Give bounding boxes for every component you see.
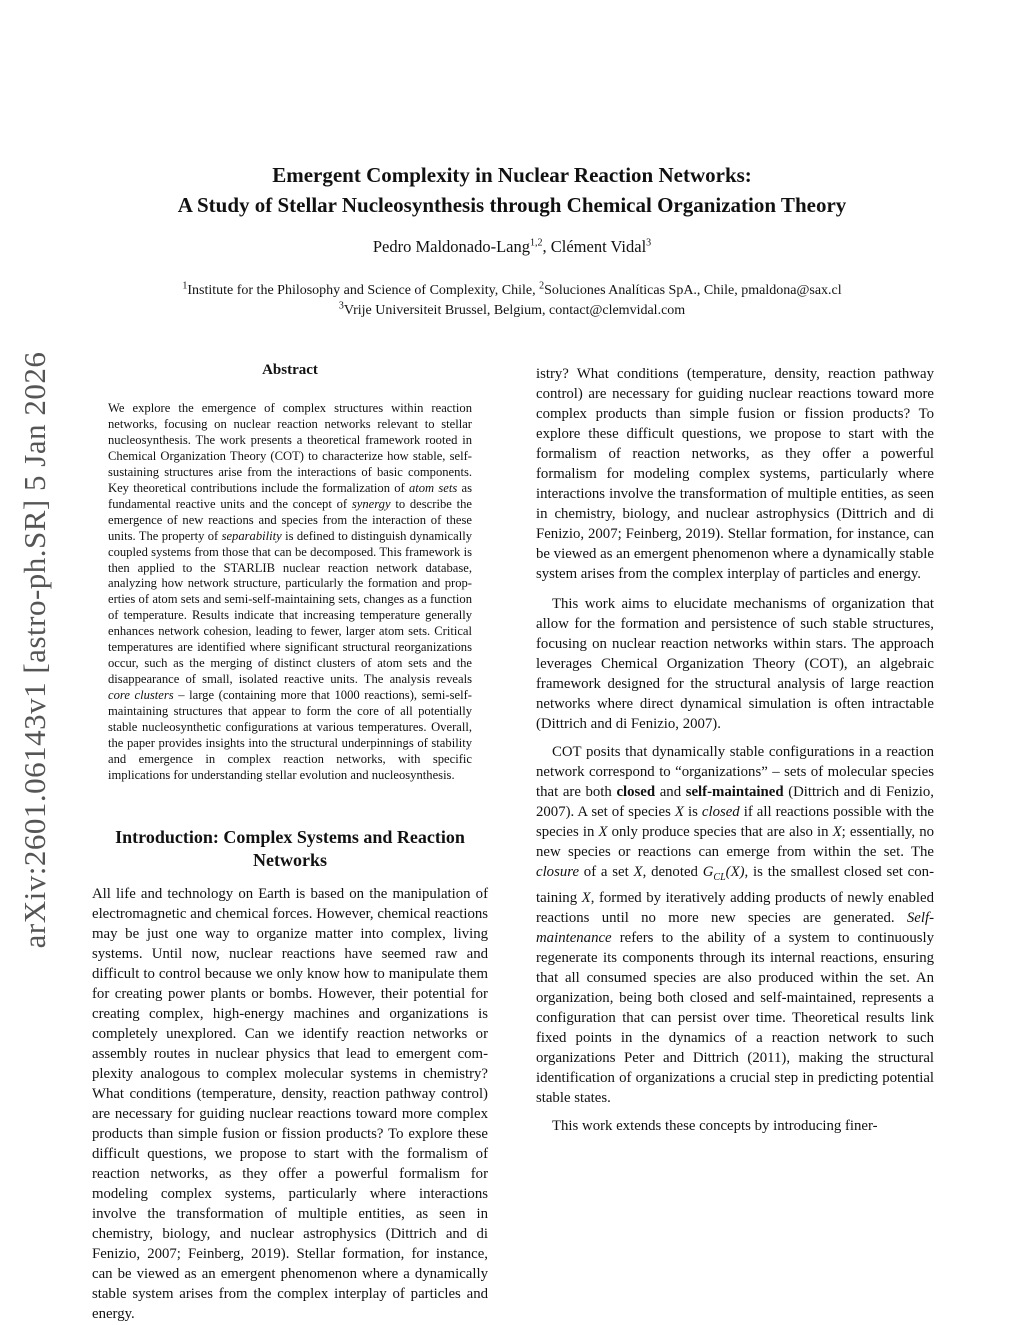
math-subscript: CL	[713, 871, 726, 883]
para-text: COT posits that dynamically stable configurations in a reaction network correspond to “organizations” – sets of molecular species that are both	[536, 744, 934, 800]
para-text: refers to the ability of a system to continuously regenerate its components through its internal reactions, ensuring that all consumed species are also produced within the set. An organization, being both closed and self-maintained, represents a configuration that can persist over time. Theoretical results link fixed points in the dynamics of a reaction network to such organizations Peter and Dittrich (2011), making the structural identification of organizations a crucial step in predicting potential stable states.	[536, 929, 934, 1106]
intro-paragraph-1: All life and technology on Earth is based on the manipulation of electromagnetic and chemical forces. However, chemical reactions may be just one way to organize matter into complex, living systems. Until now, nuclear reactions have seemed raw and difficult to control because we only know how to manipulate them for creating power plants or bombs. However, their potential for creating complex, high-energy machines and organizations is completely unexplored. Can we identify reaction networks or assembly routes in nuclear physics that lead to emergent complexity analogous to complex molecular systems in chemistry? What conditions (temperature, density, reaction pathway control) are necessary for guiding nuclear reactions toward more complex products than simple fusion or fission products? To explore these difficult questions, we propose to start with the formalism of reaction networks, as they offer a powerful formalism for modeling complex systems, particularly where interactions involve the transformation of multiple entities, as seen in chemistry, biology, and nuclear astrophysics (Dittrich and di Fenizio, 2007; Feinberg, 2019). Stellar formation, for instance, can be viewed as an emergent phenomenon where a dynamically stable system arises from the complex interplay of particles and energy.	[92, 885, 488, 1322]
affiliation-text: Vrije Universiteit Brussel, Belgium, contact@clemvidal.com	[343, 303, 686, 318]
affiliation-text: Soluciones Analíticas SpA., Chile, pmaldona@sax.cl	[544, 283, 842, 298]
affiliation-marker: 2	[539, 280, 545, 292]
right-column	[536, 364, 934, 1144]
left-column	[92, 362, 488, 1322]
para-text: istry? What conditions (temperature, density, reaction pathway control) are necessary for guiding nuclear reactions toward more complex products than simple fusion or fission products? To explore these difficult questions, we propose to start with the formalism of reaction networks, as they offer a powerful formalism for modeling complex systems, particularly where interactions involve the transformation of multiple entities, as seen in chemistry, biology, and nuclear astrophysics (Dittrich and di Fenizio, 2007; Feinberg, 2019). Stellar formation, for instance, can be viewed as an emergent phenomenon where a dynamically stable system arises from the complex interplay of particles and energy.	[536, 366, 934, 582]
para-bold: self-maintained	[685, 784, 784, 800]
math-symbol: (X)	[725, 864, 745, 880]
para-text: of a set	[579, 864, 634, 880]
abstract-text: as fundamental reactive units and the concept of	[108, 480, 472, 511]
author-separator: ,	[542, 237, 551, 256]
abstract-text: – large (containing more that 1000 reactions), semi-self-maintaining structures that appear to form the core of all potentially stable nucleosynthetic configurations at various temperatures. Overall, the paper provides insights into the structural underpinnings of stability and emergence in complex reaction networks, with specific implications for understanding stellar evolution and nucleosynthesis.	[108, 688, 472, 782]
abstract-heading: Abstract	[262, 362, 318, 378]
para-text: and	[655, 784, 686, 800]
paper-title	[0, 160, 1024, 220]
abstract-emphasis: synergy	[351, 496, 391, 511]
affiliation-marker: 3	[646, 237, 652, 249]
intro-paragraph-2: This work aims to elucidate mechanisms of organization that allow for the formation and persistence of such stable structures, focusing on nuclear reaction networks within stars. The approach leverages Chemical Organization Theory (COT), an algebraic framework designed for the structural analysis of large reaction networks where direct dynamical simulation is often intractable (Dittrich and di Fenizio, 2007).	[536, 596, 934, 732]
abstract-emphasis: separability	[221, 528, 282, 543]
arxiv-identifier: arXiv:2601.06143v1 [astro-ph.SR] 5 Jan 2026	[17, 351, 52, 949]
author-list	[0, 237, 1024, 257]
para-text: , formed by iteratively adding products of newly enabled reactions until no more new species are generated.	[536, 889, 935, 926]
para-text: only produce species that are also in	[607, 824, 833, 840]
para-text: , is the smallest closed set containing	[536, 864, 934, 906]
affiliations	[0, 281, 1024, 321]
affiliation-marker: 3	[338, 300, 344, 312]
math-symbol: X	[633, 864, 643, 880]
para-text: is	[683, 804, 702, 820]
abstract-text: to describe the emergence of new reactions and species from the interaction of these units. The property of	[108, 496, 472, 543]
math-symbol: G	[702, 864, 714, 880]
author-name: Pedro Maldonado-Lang	[372, 237, 530, 256]
math-symbol: X	[832, 824, 842, 840]
abstract-emphasis: core clusters	[108, 688, 174, 703]
para-bold: closed	[616, 784, 656, 800]
author-name: Clément Vidal	[550, 237, 647, 256]
para-text: if all reactions possible with the species in	[536, 804, 934, 840]
title-line-2: A Study of Stellar Nucleosynthesis through Chemical Organization Theory	[177, 193, 847, 217]
affiliation-marker: 1,2	[530, 237, 543, 249]
intro-paragraph-1-continued	[536, 364, 934, 584]
abstract-emphasis: atom sets	[408, 480, 458, 495]
math-symbol: X	[674, 804, 684, 820]
title-line-1: Emergent Complexity in Nuclear Reaction Networks:	[272, 163, 752, 187]
section-heading: Introduction: Complex Systems and Reaction Networks	[115, 826, 465, 870]
para-emphasis: closed	[701, 804, 740, 820]
affiliation-text: Institute for the Philosophy and Science of Complexity, Chile,	[187, 283, 540, 298]
affiliation-line-2	[0, 301, 1024, 321]
para-emphasis: closure	[536, 864, 580, 880]
abstract-text: We explore the emergence of complex structures within reaction networks, focusing on nuclear reaction networks relevant to stellar nucleosynthesis. The work presents a theoretical framework rooted in Chemical Organization Theory (COT) to characterize how stable, self-sustaining structures arise from the interactions of basic components. Key theoretical contributions include the formalization of	[108, 401, 472, 495]
para-text: , denoted	[642, 864, 703, 880]
para-text: ; essentially, no new species or reactions can emerge from within the set. The	[536, 824, 934, 860]
affiliation-line-1	[0, 281, 1024, 301]
para-emphasis: Self-maintenance	[536, 909, 934, 946]
math-symbol: X	[581, 889, 591, 906]
math-symbol: X	[598, 824, 608, 840]
intro-paragraph-4: This work extends these concepts by introducing finer-	[552, 1117, 878, 1134]
abstract-body	[108, 401, 472, 784]
abstract-text: is defined to distinguish dynamically coupled systems from those that can be decomposed. This framework is then applied to the STARLIB nuclear reaction network database, analyzing how network structure, particularly the formation and properties of atom sets and semi-self-maintaining sets, changes as a function of temperature. Results indicate that increasing temperature generally enhances network cohesion, leading to fewer, larger atom sets. Critical temperatures are identified where significant structural reorganizations occur, such as the merging of distinct clusters of atom sets and the disappearance of small, isolated reactive units. The analysis reveals	[108, 528, 472, 687]
para-text: (Dittrich and di Fenizio, 2007). A set of species	[536, 784, 934, 820]
affiliation-marker: 1	[182, 280, 188, 292]
intro-paragraph-3	[536, 742, 934, 1108]
